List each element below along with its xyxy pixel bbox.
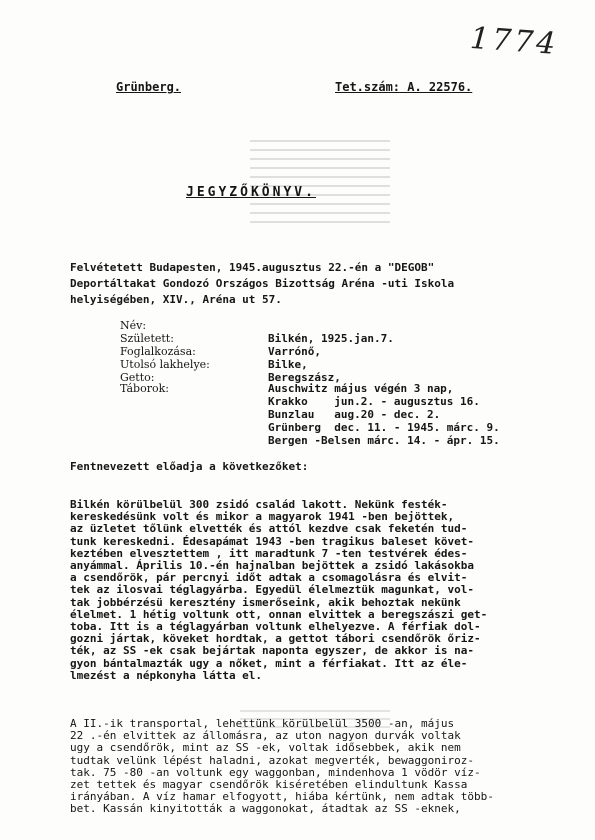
- field-row-born: [120, 332, 560, 345]
- text-line: anyámmal. Április 10.-én hajnalban bejöttek a zsidó lakásokba: [70, 559, 474, 573]
- text-line: tudtak velünk lépést haladni, azokat megverték, bewaggoniroz-: [70, 753, 474, 767]
- handwritten-archive-number: 1774: [468, 20, 560, 63]
- text-line: zet tettek és magyar csendőrök kiséretében elindultunk Kassa: [70, 778, 468, 792]
- text-line: gozni jártak, köveket hordtak, a gettot tábori csendőrök őriz-: [70, 632, 481, 646]
- field-label: Név:: [120, 319, 147, 332]
- field-value: Varrónő,: [268, 345, 321, 358]
- camp-row: [120, 382, 560, 395]
- camps-list: [120, 382, 560, 447]
- camp-entry: Grünberg dec. 11. - 1945. márc. 9.: [268, 421, 500, 434]
- field-row-occupation: [120, 345, 560, 358]
- field-value: Beregszász,: [268, 371, 341, 384]
- field-value: Bilkén, 1925.jan.7.: [268, 332, 394, 345]
- field-label: Foglalkozása:: [120, 345, 196, 358]
- text-line: Bilkén körülbelül 300 zsidó család lakott. Nekünk festék-: [70, 498, 448, 511]
- camp-entry: Bergen -Belsen márc. 14. - ápr. 15.: [268, 434, 500, 447]
- camp-row: [120, 408, 560, 421]
- document-title: JEGYZŐKÖNYV.: [186, 185, 316, 200]
- camp-entry: Bunzlau aug.20 - dec. 2.: [268, 408, 441, 421]
- text-line: az üzletet tőlünk elvették és attól kezdve csak feketén tud-: [70, 522, 468, 536]
- text-line: keztében elvesztettem , itt maradtunk 7 -ten testvérek édes-: [70, 546, 468, 560]
- camps-label: Táborok:: [120, 382, 169, 395]
- statement-paragraph-1: [70, 499, 585, 682]
- camp-header: Grünberg.: [116, 80, 182, 94]
- text-line: lmezést a népkonyha látta el.: [70, 668, 263, 682]
- field-label: Getto:: [120, 371, 155, 384]
- text-line: gyon bántalmazták ugy a nőket, mint a férfiakat. Itt az éle-: [70, 656, 468, 670]
- camp-entry: Auschwitz május végén 3 nap,: [268, 382, 454, 395]
- text-line: irányában. A víz hamar elfogyott, hiába kértünk, nem adtak több-: [70, 790, 494, 804]
- field-label: Született:: [120, 332, 174, 345]
- statement-intro: Fentnevezett előadja a következőket:: [70, 460, 309, 473]
- statement-paragraph-2: [70, 718, 585, 816]
- text-line: ték, az SS -ek csak bejártak naponta egyszer, de akkor is na-: [70, 644, 474, 658]
- text-line: tunk kereskedni. Édesapámat 1943 -ben tragikus baleset követ-: [70, 534, 474, 548]
- field-label: Utolsó lakhelye:: [120, 358, 210, 371]
- text-line: A II.-ik transportal, lehettünk körülbelül 3500 -an, május: [70, 717, 455, 730]
- text-line: toba. Itt is a téglagyárban voltunk elhelyezve. A férfiak dol-: [70, 620, 481, 634]
- field-value: Bilke,: [268, 358, 308, 371]
- intro-line: Felvétetett Budapesten, 1945.augusztus 22.-én a "DEGOB": [70, 261, 435, 274]
- camp-row: [120, 434, 560, 447]
- intro-text: [70, 260, 570, 308]
- text-line: a csendőrök, pár percnyi időt adtak a csomagolásra és elvit-: [70, 571, 468, 585]
- camp-entry: Krakko jun.2. - augusztus 16.: [268, 395, 480, 408]
- text-line: tak. 75 -80 -an voltunk egy waggonban, mindenhova 1 vödör víz-: [70, 765, 481, 779]
- text-line: kereskedésünk volt és mikor a magyarok 1941 -ben bejöttek,: [70, 510, 455, 524]
- text-line: ugy a csendőrök, mint az SS -ek, voltak idősebbek, akik nem: [70, 741, 461, 755]
- text-line: tek az ilosvai téglagyárba. Egyedül élelmeztük magunkat, vol-: [70, 583, 474, 597]
- camp-row: [120, 395, 560, 408]
- text-line: tak jobbérzésü keresztény ismerőseink, akik behoztak nekünk: [70, 595, 461, 609]
- field-row-name: [120, 319, 560, 332]
- intro-line: Deportáltakat Gondozó Országos Bizottság Aréna -uti Iskola: [70, 277, 455, 290]
- text-line: élelmet. 1 hétig voltunk ott, onnan elvittek a beregszászi get-: [70, 607, 488, 621]
- personal-details: [120, 319, 560, 384]
- text-line: bet. Kassán kinyitották a waggonokat, átadtak az SS -eknek,: [70, 802, 461, 816]
- text-line: 22 .-én elvittek az állomásra, az uton nagyon durvák voltak: [70, 729, 461, 743]
- record-number: Tet.szám: A. 22576.: [335, 80, 473, 94]
- intro-line: helyiségében, XIV., Aréna ut 57.: [70, 293, 282, 306]
- camp-row: [120, 421, 560, 434]
- field-row-residence: [120, 358, 560, 371]
